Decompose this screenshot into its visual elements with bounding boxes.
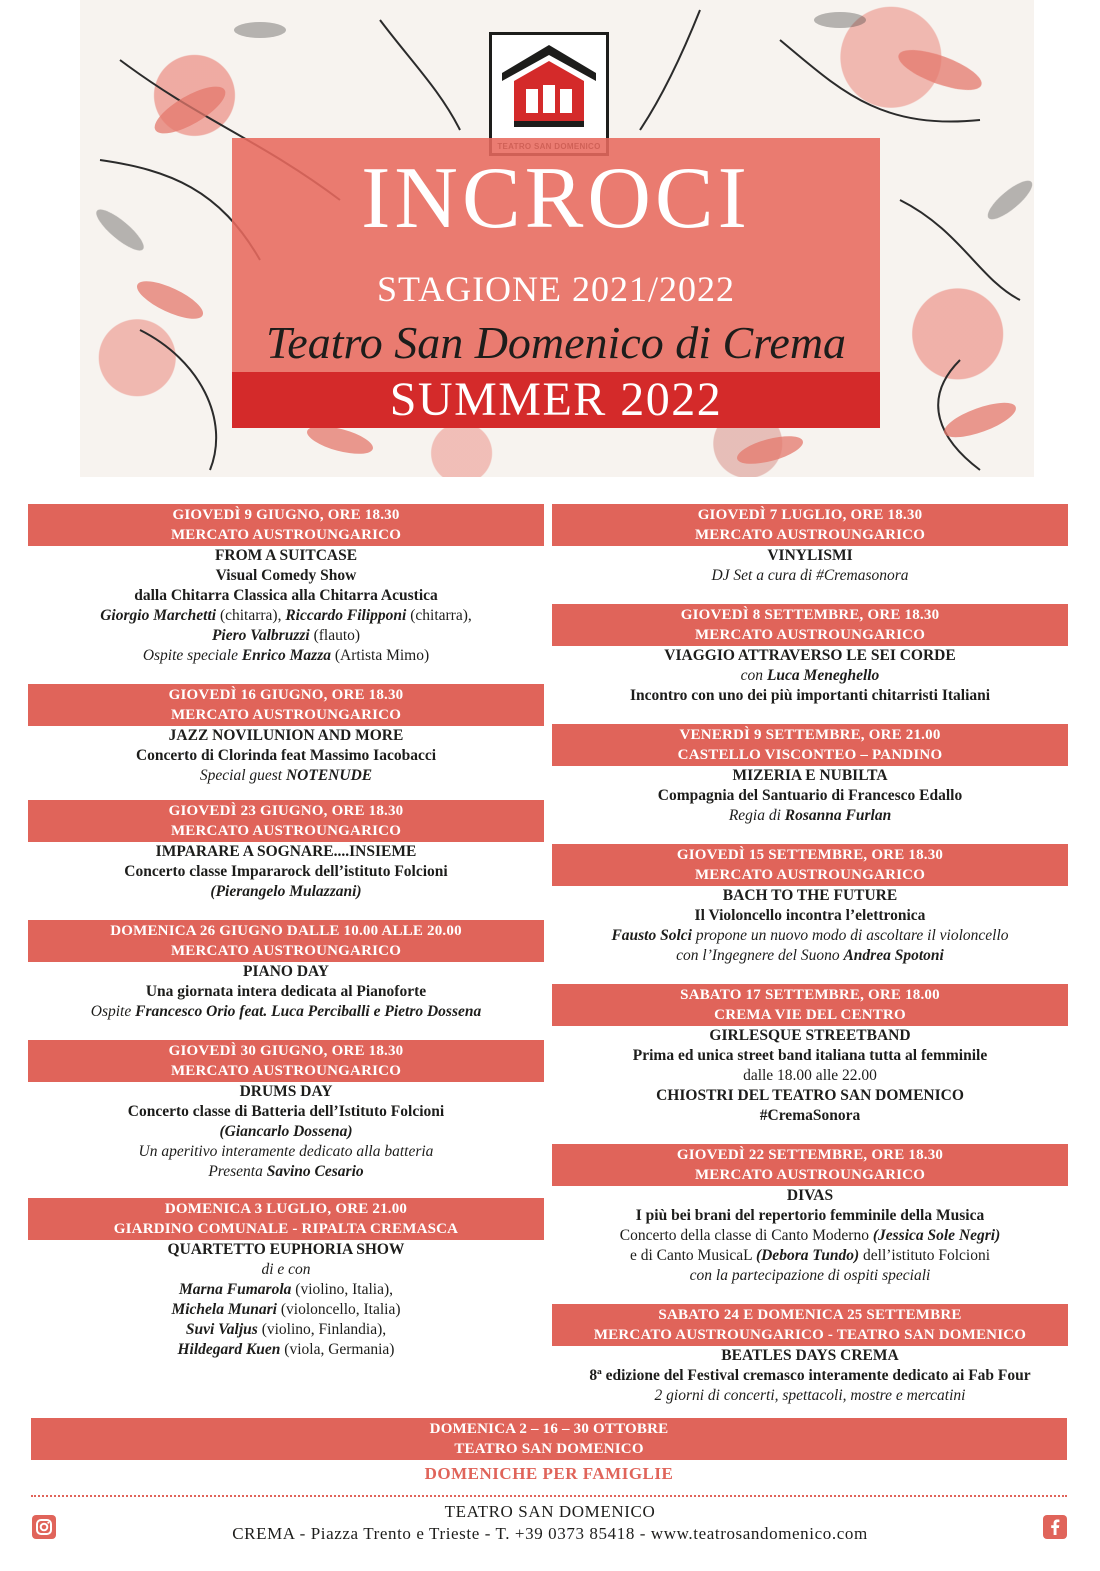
guest-label: Presenta xyxy=(208,1163,267,1180)
event-header xyxy=(28,684,544,726)
event-venue: MERCATO AUSTROUNGARICO xyxy=(170,823,402,839)
guest-role: (Artista Mimo) xyxy=(331,647,430,664)
event-venue: MERCATO AUSTROUNGARICO xyxy=(694,1167,926,1183)
performer-name: Hildegard Kuen xyxy=(177,1341,281,1358)
performer-role: (viola, Germania) xyxy=(280,1341,395,1358)
performer-name: Giorgio Marchetti xyxy=(100,607,217,624)
event-line: #CremaSonora xyxy=(759,1107,861,1124)
facebook-icon[interactable] xyxy=(1043,1515,1067,1539)
event-body xyxy=(552,766,1068,826)
event-header xyxy=(552,604,1068,646)
event-header xyxy=(552,1144,1068,1186)
event-body xyxy=(28,726,544,786)
event-title: BACH TO THE FUTURE xyxy=(722,887,898,904)
summer-banner xyxy=(232,372,880,428)
guest-name: Savino Cesario xyxy=(266,1163,364,1180)
performer-role: (violino, Italia), xyxy=(291,1281,393,1298)
event-venue: MERCATO AUSTROUNGARICO xyxy=(170,1063,402,1079)
guest-label: Regia di xyxy=(728,807,785,824)
event-venue: MERCATO AUSTROUNGARICO xyxy=(170,527,402,543)
event-title: VINYLISMI xyxy=(767,547,853,564)
event-line: Concerto della classe di Canto Moderno xyxy=(619,1227,873,1244)
event-venue: GIARDINO COMUNALE - RIPALTA CREMASCA xyxy=(113,1221,459,1237)
performer-role: (chitarra), xyxy=(216,607,286,624)
event-date: SABATO 17 SETTEMBRE, ORE 18.00 xyxy=(680,987,940,1003)
event-title: QUARTETTO EUPHORIA SHOW xyxy=(167,1241,405,1258)
event-card xyxy=(552,984,1068,1126)
event-header xyxy=(31,1418,1067,1460)
event-title: DRUMS DAY xyxy=(239,1083,333,1100)
event-venue: MERCATO AUSTROUNGARICO xyxy=(694,867,926,883)
event-line: CHIOSTRI DEL TEATRO SAN DOMENICO xyxy=(656,1087,964,1104)
event-line: 2 giorni di concerti, spettacoli, mostre e mercatini xyxy=(654,1387,966,1404)
event-line: Un aperitivo interamente dedicato alla batteria xyxy=(138,1143,434,1160)
event-line: Visual Comedy Show xyxy=(215,567,357,584)
event-card xyxy=(552,504,1068,586)
footer-theatre-name: TEATRO SAN DOMENICO xyxy=(444,1502,656,1521)
event-date: GIOVEDÌ 8 SETTEMBRE, ORE 18.30 xyxy=(680,607,940,623)
event-title: DOMENICHE PER FAMIGLIE xyxy=(424,1464,674,1483)
performer-role: (chitarra), xyxy=(406,607,472,624)
header-artwork xyxy=(80,0,1034,477)
theatre-name: Teatro San Domenico di Crema xyxy=(265,317,847,368)
event-line: (Pierangelo Mulazzani) xyxy=(210,883,362,900)
event-date: DOMENICA 2 – 16 – 30 OTTOBRE xyxy=(429,1421,669,1437)
event-body xyxy=(28,1082,544,1182)
event-card xyxy=(28,800,544,902)
event-header xyxy=(28,504,544,546)
event-venue: MERCATO AUSTROUNGARICO xyxy=(694,627,926,643)
event-card xyxy=(28,1198,544,1360)
event-line: Concerto di Clorinda feat Massimo Iacobacci xyxy=(135,747,437,764)
event-line: Compagnia del Santuario di Francesco Edallo xyxy=(657,787,963,804)
event-date: DOMENICA 26 GIUGNO DALLE 10.00 ALLE 20.00 xyxy=(110,923,462,939)
event-venue: TEATRO SAN DOMENICO xyxy=(454,1441,644,1457)
event-line: Concerto classe di Batteria dell’Istituto Folcioni xyxy=(127,1103,445,1120)
event-line: di e con xyxy=(261,1261,311,1278)
event-body xyxy=(28,1240,544,1360)
event-title: JAZZ NOVILUNION AND MORE xyxy=(168,727,404,744)
event-line: Il Violoncello incontra l’elettronica xyxy=(694,907,926,924)
guest-label: Ospite xyxy=(90,1003,136,1020)
event-line: Incontro con uno dei più importanti chitarristi Italiani xyxy=(629,687,991,704)
guest-name: NOTENUDE xyxy=(285,767,373,784)
performer-name: Fausto Solci xyxy=(611,927,692,944)
event-body xyxy=(552,646,1068,706)
guest-name: Francesco Orio feat. Luca Perciballi e Pietro Dossena xyxy=(135,1003,482,1020)
event-line: e di Canto MusicaL xyxy=(629,1247,756,1264)
event-date: GIOVEDÌ 7 LUGLIO, ORE 18.30 xyxy=(697,507,923,523)
event-title: DIVAS xyxy=(786,1187,834,1204)
event-line: Concerto classe Impararock dell’istituto Folcioni xyxy=(124,863,448,880)
event-line: I più bei brani del repertorio femminile della Musica xyxy=(635,1207,985,1224)
event-title: VIAGGIO ATTRAVERSO LE SEI CORDE xyxy=(664,647,956,664)
event-line: dell’istituto Folcioni xyxy=(859,1247,991,1264)
event-body xyxy=(28,546,544,666)
event-body xyxy=(552,1346,1068,1406)
event-date: GIOVEDÌ 30 GIUGNO, ORE 18.30 xyxy=(168,1043,404,1059)
guest-label: Ospite speciale xyxy=(142,647,242,664)
event-title: BEATLES DAYS CREMA xyxy=(721,1347,899,1364)
performer-name: (Debora Tundo) xyxy=(755,1247,860,1264)
event-line: dalla Chitarra Classica alla Chitarra Acustica xyxy=(134,587,438,604)
season-subtitle: STAGIONE 2021/2022 xyxy=(376,269,736,309)
event-date: GIOVEDÌ 22 SETTEMBRE, ORE 18.30 xyxy=(676,1147,944,1163)
event-card xyxy=(28,684,544,786)
event-date: DOMENICA 3 LUGLIO, ORE 21.00 xyxy=(164,1201,408,1217)
dotted-divider xyxy=(31,1495,1067,1497)
event-card xyxy=(552,844,1068,966)
event-date: VENERDÌ 9 SETTEMBRE, ORE 21.00 xyxy=(679,727,941,743)
event-body xyxy=(28,962,544,1022)
event-date: GIOVEDÌ 16 GIUGNO, ORE 18.30 xyxy=(168,687,404,703)
guest-label: con xyxy=(740,667,767,684)
event-header xyxy=(28,1198,544,1240)
event-card xyxy=(28,1040,544,1182)
event-body xyxy=(28,842,544,902)
event-header xyxy=(28,920,544,962)
event-line: DJ Set a cura di #Cremasonora xyxy=(711,567,909,584)
performer-name: (Jessica Sole Negri) xyxy=(872,1227,1001,1244)
event-header xyxy=(552,724,1068,766)
october-event xyxy=(31,1418,1067,1485)
event-card xyxy=(552,1304,1068,1406)
performer-name: Andrea Spotoni xyxy=(843,947,944,964)
event-title: GIRLESQUE STREETBAND xyxy=(709,1027,911,1044)
event-line: Prima ed unica street band italiana tutta al femminile xyxy=(632,1047,988,1064)
theatre-building-icon xyxy=(492,35,606,139)
summer-title: SUMMER 2022 xyxy=(389,373,723,426)
event-card xyxy=(552,604,1068,706)
event-title: PIANO DAY xyxy=(243,963,329,980)
event-title: FROM A SUITCASE xyxy=(214,547,358,564)
event-card xyxy=(28,920,544,1022)
guest-name: Rosanna Furlan xyxy=(784,807,892,824)
instagram-icon[interactable] xyxy=(32,1515,56,1539)
event-venue: MERCATO AUSTROUNGARICO xyxy=(694,527,926,543)
event-header xyxy=(552,1304,1068,1346)
guest-name: Luca Meneghello xyxy=(766,667,880,684)
event-venue: CASTELLO VISCONTEO – PANDINO xyxy=(677,747,943,763)
event-line: dalle 18.00 alle 22.00 xyxy=(743,1067,877,1084)
performer-name: Piero Valbruzzi xyxy=(211,627,310,644)
event-card xyxy=(552,1144,1068,1286)
performer-name: Riccardo Filipponi xyxy=(285,607,407,624)
event-line: Una giornata intera dedicata al Pianoforte xyxy=(145,983,427,1000)
event-date: SABATO 24 E DOMENICA 25 SETTEMBRE xyxy=(658,1307,962,1323)
guest-label: Special guest xyxy=(199,767,286,784)
event-venue: MERCATO AUSTROUNGARICO xyxy=(170,943,402,959)
performer-name: Michela Munari xyxy=(171,1301,277,1318)
page-title: INCROCI xyxy=(361,150,751,247)
event-line: (Giancarlo Dossena) xyxy=(219,1123,353,1140)
title-banner xyxy=(232,138,880,372)
event-date: GIOVEDÌ 23 GIUGNO, ORE 18.30 xyxy=(168,803,404,819)
event-venue: CREMA VIE DEL CENTRO xyxy=(714,1007,906,1023)
event-header xyxy=(28,1040,544,1082)
event-date: GIOVEDÌ 9 GIUGNO, ORE 18.30 xyxy=(172,507,400,523)
event-venue: MERCATO AUSTROUNGARICO xyxy=(170,707,402,723)
event-line: con l’Ingegnere del Suono xyxy=(676,947,844,964)
event-venue: MERCATO AUSTROUNGARICO - TEATRO SAN DOMENICO xyxy=(593,1327,1027,1343)
event-card xyxy=(28,504,544,666)
performer-role: (violoncello, Italia) xyxy=(276,1301,401,1318)
event-line: 8ª edizione del Festival cremasco interamente dedicato ai Fab Four xyxy=(589,1367,1031,1384)
event-body xyxy=(552,1026,1068,1126)
event-line: propone un nuovo modo di ascoltare il violoncello xyxy=(691,927,1009,944)
event-body xyxy=(552,546,1068,586)
event-date: GIOVEDÌ 15 SETTEMBRE, ORE 18.30 xyxy=(676,847,944,863)
performer-role: (flauto) xyxy=(309,627,361,644)
event-title: MIZERIA E NUBILTA xyxy=(732,767,888,784)
guest-name: Enrico Mazza xyxy=(241,647,331,664)
performer-name: Suvi Valjus xyxy=(185,1321,258,1338)
performer-name: Marna Fumarola xyxy=(178,1281,292,1298)
event-header xyxy=(552,504,1068,546)
event-line: con la partecipazione di ospiti speciali xyxy=(689,1267,931,1284)
footer-address: CREMA - Piazza Trento e Trieste - T. +39 0373 85418 - www.teatrosandomenico.com xyxy=(232,1524,868,1543)
event-header xyxy=(552,984,1068,1026)
event-body xyxy=(552,886,1068,966)
event-card xyxy=(552,724,1068,826)
event-title: IMPARARE A SOGNARE....INSIEME xyxy=(155,843,417,860)
event-body xyxy=(552,1186,1068,1286)
performer-role: (violino, Finlandia), xyxy=(257,1321,387,1338)
event-header xyxy=(28,800,544,842)
event-header xyxy=(552,844,1068,886)
